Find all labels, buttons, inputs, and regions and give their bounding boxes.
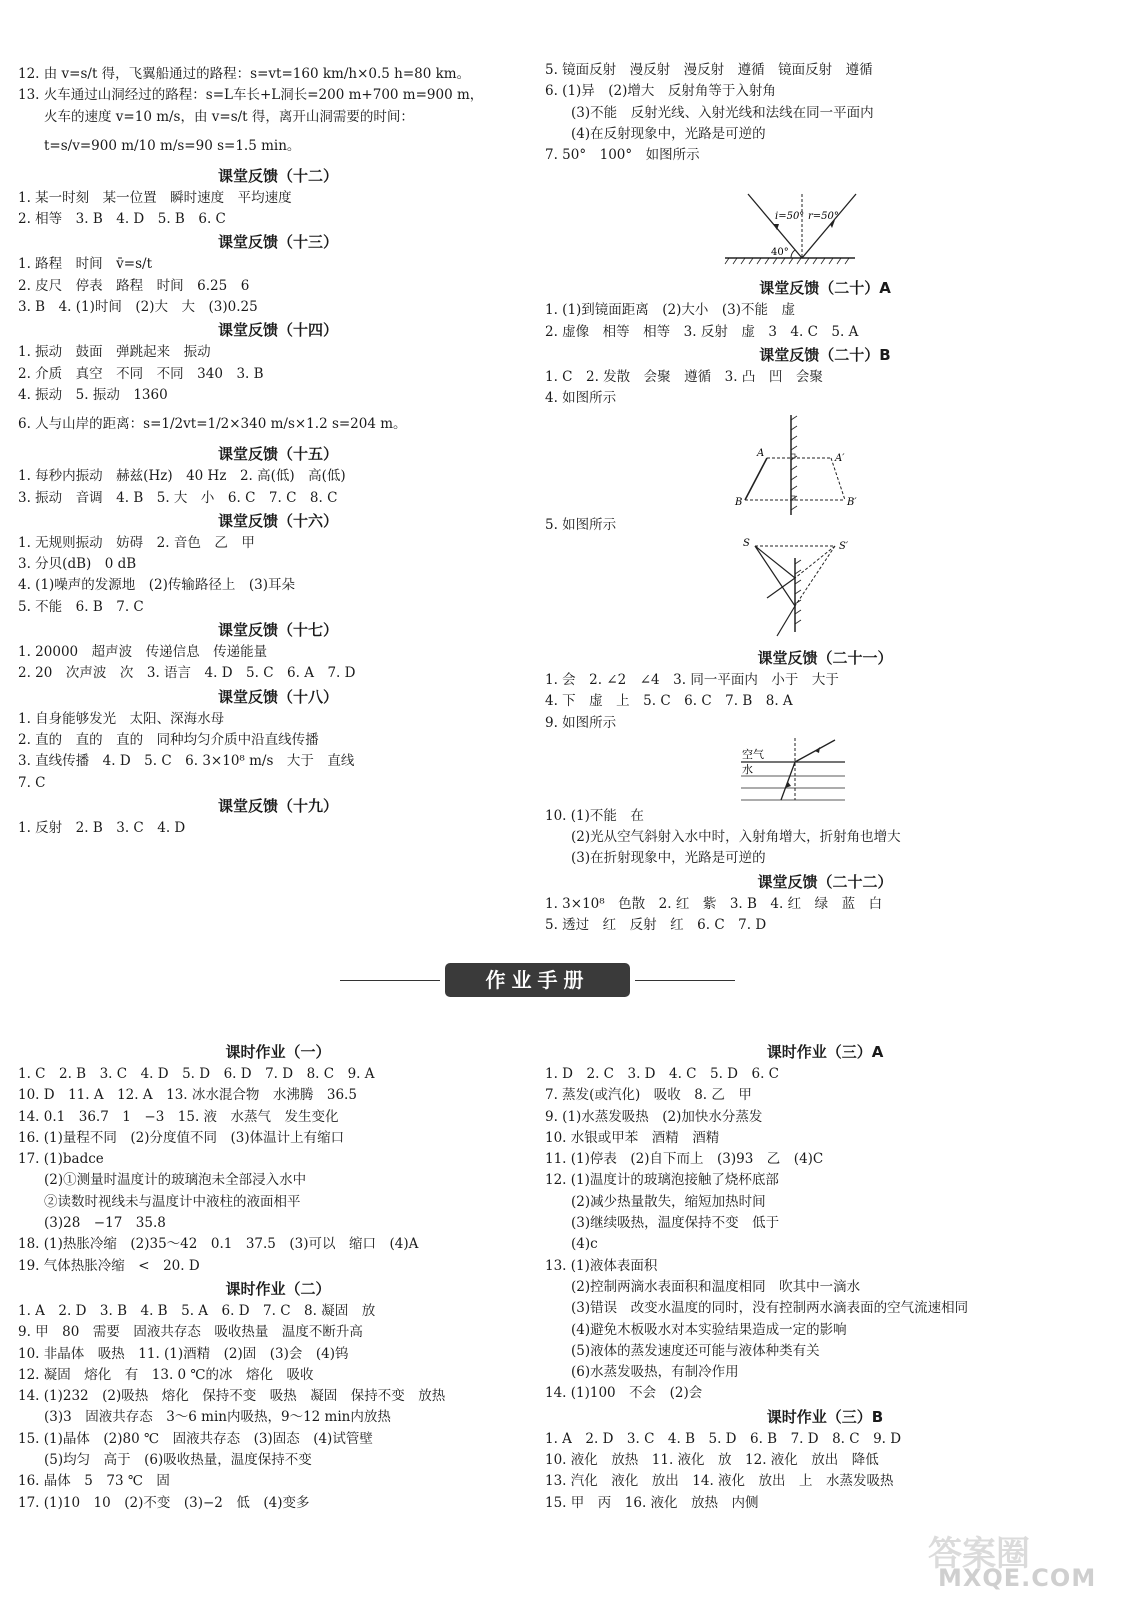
- answer-line: 1. 路程 时间 v̄=s/t: [18, 256, 153, 273]
- answer-line: 1. (1)到镜面距离 (2)大小 (3)不能 虚: [545, 302, 796, 319]
- answer-line: 4. 如图所示: [545, 390, 617, 407]
- answer-line: 10. D 11. A 12. A 13. 冰水混合物 水沸腾 36.5: [18, 1087, 357, 1104]
- answer-line: 1. 无规则振动 妨碍 2. 音色 乙 甲: [18, 534, 255, 551]
- banner-title: 作业手册: [445, 963, 630, 997]
- divider-right: [635, 980, 735, 981]
- answer-line: (5)均匀 高于 (6)吸收热量，温度保持不变: [44, 1452, 312, 1469]
- homework-1-lines: [18, 1064, 538, 1277]
- right-top-column: [545, 60, 1105, 936]
- source-s-label: S: [743, 537, 750, 549]
- section-22-lines: [545, 894, 1105, 937]
- answer-line: 1. 会 2. ∠2 ∠4 3. 同一平面内 小于 大于: [545, 671, 839, 688]
- answer-line: (3)继续吸热，温度保持不变 低于: [571, 1215, 780, 1232]
- answer-line: 1. 振动 鼓面 弹跳起来 振动: [18, 344, 211, 361]
- point-b-label: B: [735, 496, 743, 508]
- angle-i-label: i=50°: [775, 211, 805, 223]
- section-20b-lines: [545, 367, 1105, 410]
- answer-line: (2)控制两滴水表面积和温度相同 吹其中一滴水: [571, 1278, 861, 1295]
- answer-line: 1. 3×10⁸ 色散 2. 红 紫 3. B 4. 红 绿 蓝 白: [545, 895, 883, 912]
- answer-line: 2. 20 次声波 次 3. 语言 4. D 5. C 6. A 7. D: [18, 665, 356, 682]
- section-title: 课堂反馈（二十二）: [757, 872, 893, 891]
- answer-line: (3)28 −17 35.8: [44, 1215, 166, 1232]
- right-intro-lines: [545, 60, 1105, 166]
- answer-line: 火车的速度 v=10 m/s，由 v=s/t 得，离开山洞需要的时间：: [44, 108, 414, 125]
- answer-line: 1. 20000 超声波 传递信息 传递能量: [18, 644, 268, 661]
- answer-line: 4. 下 虚 上 5. C 6. C 7. B 8. A: [545, 693, 793, 710]
- answer-line: 2. 直的 直的 直的 同种均匀介质中沿直线传播: [18, 731, 319, 748]
- answer-line: 5. 透过 红 反射 红 6. C 7. D: [545, 917, 767, 934]
- answer-line: 17. (1)10 10 (2)不变 (3)−2 低 (4)变多: [18, 1494, 310, 1511]
- answer-line: 6. (1)异 (2)增大 反射角等于入射角: [545, 83, 776, 100]
- answer-line: 15. (1)晶体 (2)80 ℃ 固液共存态 (3)固态 (4)试管壁: [18, 1430, 373, 1447]
- answer-line: 13. 汽化 液化 放出 14. 液化 放出 上 水蒸发吸热: [545, 1473, 894, 1490]
- answer-line: 7. 50° 100° 如图所示: [545, 147, 700, 164]
- answer-line: 5. 如图所示: [545, 516, 617, 533]
- homework-2-lines: [18, 1301, 538, 1514]
- homework-banner: [340, 963, 735, 999]
- answer-line: 4. (1)噪声的发源地 (2)传输路径上 (3)耳朵: [18, 577, 296, 594]
- answer-line: (4)避免木板吸水对本实验结果造成一定的影响: [571, 1321, 847, 1338]
- answer-line: (6)水蒸发吸热，有制冷作用: [571, 1364, 739, 1381]
- section-title: 课堂反馈（二十）B: [759, 346, 891, 365]
- answer-line: 5. 镜面反射 漫反射 漫反射 遵循 镜面反射 遵循: [545, 62, 873, 78]
- homework-3a-lines: [545, 1064, 1105, 1405]
- answer-line: 3. 振动 音调 4. B 5. 大 小 6. C 7. C 8. C: [18, 489, 338, 506]
- answer-line: 1. C 2. 发散 会聚 遵循 3. 凸 凹 会聚: [545, 369, 823, 386]
- answer-line: 14. 0.1 36.7 1 −3 15. 液 水蒸气 发生变化: [18, 1108, 339, 1125]
- answer-line: 9. (1)水蒸发吸热 (2)加快水分蒸发: [545, 1108, 763, 1125]
- answer-line: 11. (1)停表 (2)自下而上 (3)93 乙 (4)C: [545, 1151, 824, 1168]
- answer-line: 13. 火车通过山洞经过的路程：s=L车长+L洞长=200 m+700 m=900 m，: [18, 87, 484, 104]
- answer-line: (3)不能 反射光线、入射光线和法线在同一平面内: [571, 104, 874, 121]
- answer-line: (2)①测量时温度计的玻璃泡未全部浸入水中: [44, 1172, 307, 1189]
- section-title: 课时作业（一）: [225, 1043, 331, 1061]
- right-bottom-column: [545, 1040, 1105, 1514]
- left-top-column: [18, 64, 538, 839]
- answer-line: 7. 蒸发(或汽化) 吸收 8. 乙 甲: [545, 1087, 752, 1104]
- answer-line: 1. 每秒内振动 赫兹(Hz) 40 Hz 2. 高(低) 高(低): [18, 468, 346, 485]
- answer-line: 18. (1)热胀冷缩 (2)35～42 0.1 37.5 (3)可以 缩口 (4)A: [18, 1236, 419, 1253]
- answer-line: 2. 相等 3. B 4. D 5. B 6. C: [18, 211, 226, 228]
- answer-line: 1. 反射 2. B 3. C 4. D: [18, 819, 186, 836]
- answer-line: 9. 甲 80 需要 固液共存态 吸收热量 温度不断升高: [18, 1324, 363, 1341]
- answer-line: 10. 液化 放热 11. 液化 放 12. 液化 放出 降低: [545, 1452, 879, 1469]
- point-a-label: A: [757, 447, 765, 459]
- answer-line: (3)在折射现象中，光路是可逆的: [571, 850, 766, 867]
- figure-reflection: [545, 166, 1105, 276]
- answer-line: 2. 虚像 相等 相等 3. 反射 虚 3 4. C 5. A: [545, 323, 859, 340]
- answer-line: 1. 某一时刻 某一位置 瞬时速度 平均速度: [18, 189, 292, 206]
- answer-line: 16. 晶体 5 73 ℃ 固: [18, 1473, 170, 1490]
- answer-line: 12. (1)温度计的玻璃泡接触了烧杯底部: [545, 1172, 779, 1189]
- image-s-prime-label: S′: [839, 540, 849, 552]
- answer-line: ②读数时视线未与温度计中液柱的液面相平: [44, 1193, 301, 1210]
- air-label: 空气: [742, 747, 764, 761]
- section-title: 课堂反馈（十六）: [217, 511, 338, 530]
- section-title: 课堂反馈（十八）: [217, 687, 338, 706]
- figure-plane-mirror: [545, 410, 1105, 515]
- answer-line: 12. 由 v=s/t 得，飞翼船通过的路程：s=vt=160 km/h×0.5 h=80 km。: [18, 66, 471, 82]
- section-title: 课时作业（三）B: [766, 1407, 884, 1426]
- divider-left: [340, 980, 440, 981]
- answer-line: 7. C: [18, 774, 46, 791]
- section-title: 课堂反馈（十三）: [217, 233, 338, 252]
- answer-line: 14. (1)100 不会 (2)会: [545, 1385, 703, 1402]
- left-bottom-column: [18, 1040, 538, 1514]
- section-title: 课堂反馈（二十）A: [759, 279, 891, 298]
- section-title: 课时作业（二）: [225, 1279, 331, 1298]
- section-21-after-lines: [545, 806, 1105, 870]
- answer-line: 1. D 2. C 3. D 4. C 5. D 6. C: [545, 1066, 779, 1082]
- answer-line: 16. (1)量程不同 (2)分度值不同 (3)体温计上有缩口: [18, 1129, 345, 1146]
- section-title: 课堂反馈（十七）: [217, 621, 338, 640]
- point-source-diagram: [545, 536, 1105, 646]
- section-title: 课堂反馈（十四）: [217, 321, 338, 340]
- water-label: 水: [742, 762, 753, 776]
- section-title: 课时作业（三）A: [766, 1043, 884, 1061]
- answer-line: 17. (1)badce: [18, 1151, 104, 1168]
- answer-line: 10. 水银或甲苯 酒精 酒精: [545, 1129, 720, 1146]
- answer-line: t=s/v=900 m/10 m/s=90 s=1.5 min。: [44, 137, 301, 154]
- answer-line: 14. (1)232 (2)吸热 熔化 保持不变 吸热 凝固 保持不变 放热: [18, 1388, 446, 1405]
- section-title: 课堂反馈（二十一）: [757, 648, 893, 667]
- answer-line: 1. 自身能够发光 太阳、深海水母: [18, 710, 225, 727]
- answer-line: (3)错误 改变水温度的同时，没有控制两水滴表面的空气流速相同: [571, 1300, 969, 1317]
- answer-line: 4. 振动 5. 振动 1360: [18, 386, 168, 403]
- point-b-prime-label: B′: [847, 496, 857, 508]
- section-title: 课堂反馈（十五）: [217, 445, 338, 464]
- section-21-lines: [545, 670, 1105, 734]
- answer-line: (4)在反射现象中，光路是可逆的: [571, 125, 766, 142]
- answer-line: 1. A 2. D 3. B 4. B 5. A 6. D 7. C 8. 凝固 放: [18, 1302, 376, 1319]
- angle-40-label: 40°: [771, 247, 789, 259]
- answer-line: (4)c: [571, 1236, 598, 1253]
- answer-line: 10. 非晶体 吸热 11. (1)酒精 (2)固 (3)会 (4)钨: [18, 1345, 349, 1362]
- refraction-diagram: [545, 734, 1105, 806]
- answer-line: (2)减少热量散失，缩短加热时间: [571, 1193, 766, 1210]
- section-title: 课堂反馈（十二）: [217, 166, 338, 185]
- plane-mirror-diagram: [545, 410, 1105, 515]
- answer-line: 6. 人与山岸的距离：s=1/2vt=1/2×340 m/s×1.2 s=204 m。: [18, 416, 407, 433]
- site-watermark: [898, 1526, 1118, 1596]
- answer-line: 1. C 2. B 3. C 4. D 5. D 6. D 7. D 8. C 9. A: [18, 1066, 375, 1082]
- section-title: 课堂反馈（十九）: [217, 796, 338, 815]
- angle-r-label: r=50°: [808, 211, 839, 223]
- answer-line: 9. 如图所示: [545, 714, 617, 731]
- answer-line: 1. A 2. D 3. C 4. B 5. D 6. B 7. D 8. C 9. D: [545, 1430, 902, 1447]
- answer-line: (2)光从空气斜射入水中时，入射角增大，折射角也增大: [571, 829, 901, 846]
- figure-point-source: [545, 536, 1105, 646]
- answer-line: 19. 气体热胀冷缩 < 20. D: [18, 1257, 200, 1274]
- answer-line: 3. 分贝(dB) 0 dB: [18, 556, 137, 573]
- answer-line: 10. (1)不能 在: [545, 807, 644, 824]
- watermark-logo-text: 答案圈: [928, 1534, 1030, 1574]
- point-a-prime-label: A′: [835, 452, 845, 464]
- answer-line: 5. 不能 6. B 7. C: [18, 598, 144, 615]
- answer-line: (5)液体的蒸发速度还可能与液体种类有关: [571, 1342, 820, 1359]
- answer-line: 2. 皮尺 停表 路程 时间 6.25 6: [18, 277, 250, 294]
- answer-line: 2. 介质 真空 不同 不同 340 3. B: [18, 365, 264, 382]
- figure-refraction: [545, 734, 1105, 806]
- answer-line: 12. 凝固 熔化 有 13. 0 ℃的冰 熔化 吸收: [18, 1366, 314, 1383]
- answer-line: 13. (1)液体表面积: [545, 1257, 658, 1274]
- answer-line: 15. 甲 丙 16. 液化 放热 内侧: [545, 1494, 759, 1511]
- answer-line: 3. B 4. (1)时间 (2)大 大 (3)0.25: [18, 299, 258, 316]
- left-top-sections: [18, 165, 538, 839]
- section-20a-lines: [545, 300, 1105, 343]
- answer-line: 3. 直线传播 4. D 5. C 6. 3×10⁸ m/s 大于 直线: [18, 753, 355, 770]
- homework-3b-lines: [545, 1429, 1105, 1514]
- answer-line: (3)3 固液共存态 3～6 min内吸热，9～12 min内放热: [44, 1409, 391, 1426]
- watermark-url: MXQE.COM: [938, 1564, 1097, 1592]
- reflection-diagram: [545, 166, 1105, 276]
